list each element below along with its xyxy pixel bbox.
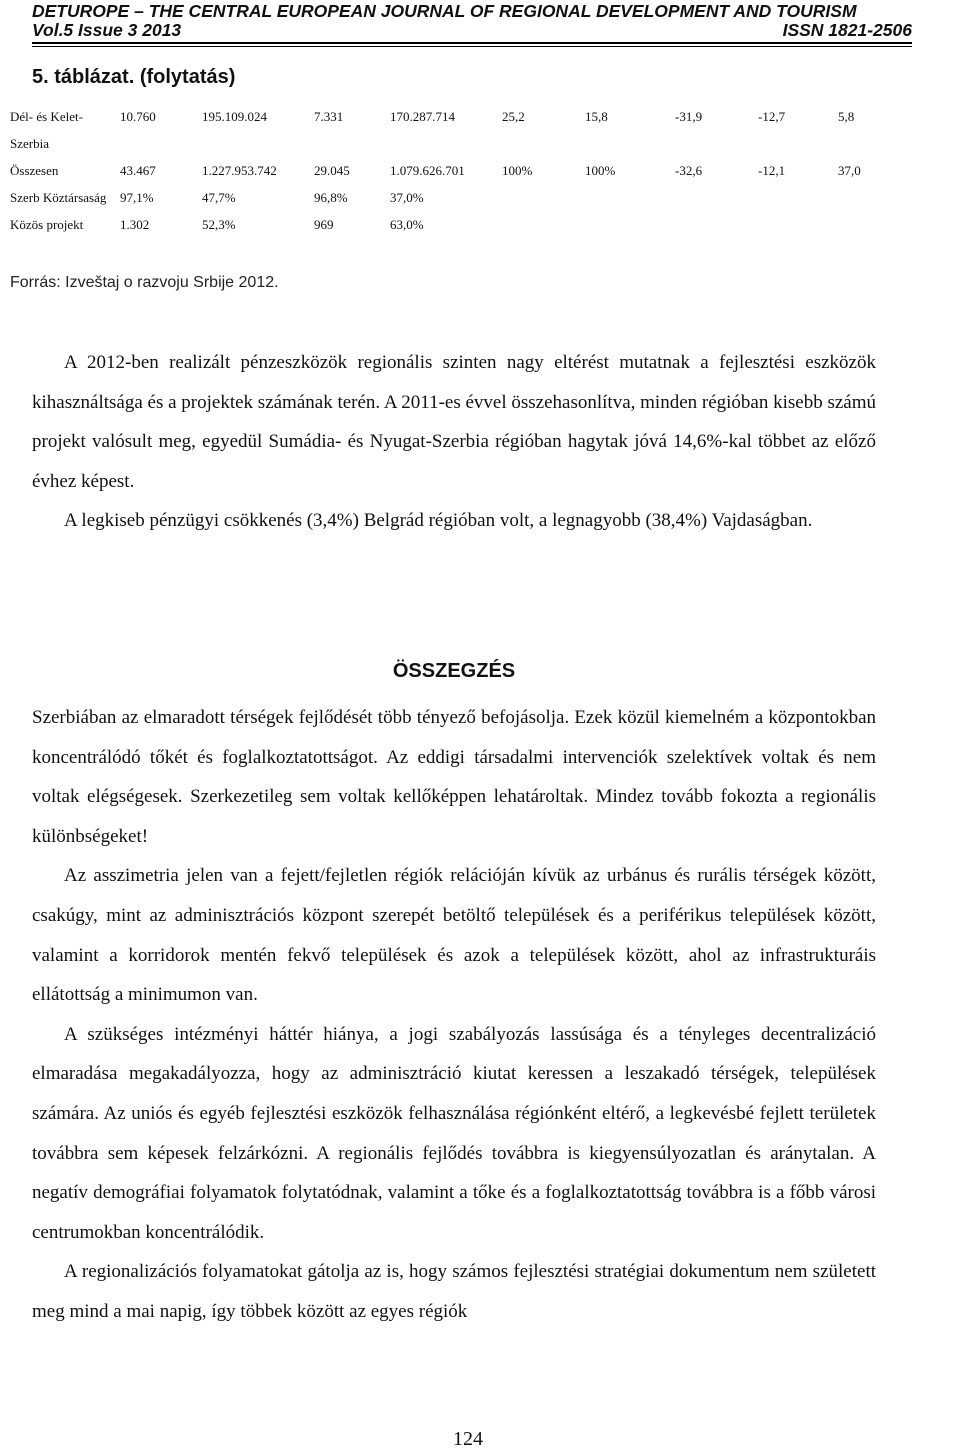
header-rule-thick <box>32 42 912 44</box>
journal-header <box>32 2 912 40</box>
table-cell: -12,1 <box>758 163 786 178</box>
table-cell: 1.227.953.742 <box>202 163 277 178</box>
table-row <box>4 157 904 184</box>
table-cell <box>579 184 669 211</box>
data-table <box>4 103 904 238</box>
table-cell <box>579 211 669 238</box>
table-cell <box>752 184 832 211</box>
results-text <box>32 343 876 541</box>
table-row <box>4 211 904 238</box>
table-cell: 195.109.024 <box>202 109 267 124</box>
page-number: 124 <box>453 1428 483 1450</box>
table-caption: 5. táblázat. (folytatás) <box>32 66 236 88</box>
table-cell: 25,2 <box>502 109 525 124</box>
section-title: ÖSSZEGZÉS <box>392 660 516 682</box>
table-cell: 37,0 <box>838 163 861 178</box>
table-cell: 1.302 <box>120 217 150 232</box>
table-cell <box>832 211 904 238</box>
table-cell: -12,7 <box>758 109 786 124</box>
table-row <box>4 103 904 157</box>
table-cell: 47,7% <box>202 190 236 205</box>
table-source: Forrás: Izveštaj o razvoju Srbije 2012. <box>10 274 279 291</box>
table-cell <box>669 211 752 238</box>
paragraph: A legkiseb pénzügyi csökkenés (3,4%) Belgrád régióban volt, a legnagyobb (38,4%) Vajdaságban. <box>64 510 813 532</box>
header-rule-thin <box>32 46 912 47</box>
table-row <box>4 184 904 211</box>
table-cell <box>496 211 579 238</box>
table-cell: 1.079.626.701 <box>390 163 465 178</box>
paragraph: A regionalizációs folyamatokat gátolja az is, hogy számos fejlesztési stratégiai dokumentum nem született meg mind a mai napig, így többek között az egyes régiók <box>32 1261 876 1322</box>
table-cell: 29.045 <box>314 163 350 178</box>
row-label: Dél- és Kelet-Szerbia <box>10 109 83 151</box>
table-cell: -32,6 <box>675 163 703 178</box>
table-cell: 96,8% <box>314 190 348 205</box>
table-cell: -31,9 <box>675 109 703 124</box>
table-cell: 170.287.714 <box>390 109 455 124</box>
table-cell <box>669 184 752 211</box>
journal-title: DETUROPE – THE CENTRAL EUROPEAN JOURNAL OF REGIONAL DEVELOPMENT AND TOURISM <box>32 1 857 21</box>
table-cell: 10.760 <box>120 109 156 124</box>
paragraph: Szerbiában az elmaradott térségek fejlődését több tényező befojásolja. Ezek közül kiemelném a központokban koncentrálódó tőkét és foglalkoztatottságot. Az eddigi társadalmi intervenciók szelektívek voltak és nem voltak elégségesek. Szerkezetileg sem voltak kellőképpen lehatároltak. Mindez tovább fokozta a regionális különbségeket! <box>32 707 876 847</box>
paragraph: A szükséges intézményi háttér hiánya, a jogi szabályozás lassúsága és a tényleges decentralizáció elmaradása megakadályozza, hogy az adminisztráció kiutat keressen a leszakadó térségek, települések számára. Az uniós és egyéb fejlesztési eszközök felhasználása régiónként eltérő, a legkevésbé fejlett területek továbbra sem képesek felzárkózni. A regionális fejlődés továbbra is kiegyensúlyozatlan és aránytalan. A negatív demográfiai folyamatok folytatódnak, valamint a tőke és a foglalkoztatottság továbbra is a főbb városi centrumokban koncentrálódik. <box>32 1023 876 1243</box>
table-cell <box>496 184 579 211</box>
row-label: Szerb Köztársaság <box>10 190 107 205</box>
table-cell: 52,3% <box>202 217 236 232</box>
table-cell: 15,8 <box>585 109 608 124</box>
table-cell: 43.467 <box>120 163 156 178</box>
journal-issn: ISSN 1821-2506 <box>782 20 912 40</box>
row-label: Összesen <box>10 163 59 178</box>
table-cell <box>752 211 832 238</box>
row-label: Közös projekt <box>10 217 84 232</box>
table-cell: 969 <box>314 217 334 232</box>
table-cell: 5,8 <box>838 109 855 124</box>
table-cell: 97,1% <box>120 190 154 205</box>
table-cell: 63,0% <box>390 217 424 232</box>
table-cell: 7.331 <box>314 109 344 124</box>
paragraph: A 2012-ben realizált pénzeszközök regionális szinten nagy eltérést mutatnak a fejlesztési eszközök kihasználtsága és a projektek számának terén. A 2011-es évvel összehasonlítva, minden régióban kisebb számú projekt valósult meg, egyedül Sumádia- és Nyugat-Szerbia régióban hagytak jóvá 14,6%-kal többet az előző évhez képest. <box>32 352 877 492</box>
paragraph: Az asszimetria jelen van a fejett/fejletlen régiók relációján kívük az urbánus és rurális térségek között, csakúgy, mint az adminisztrációs központ szerepét betöltő települések és a periférikus települések között, valamint a korridorok mentén fekvő települések és azok a települések között, ahol az infrastrukturáis ellátottság a minimumon van. <box>32 865 876 1006</box>
table-cell: 37,0% <box>390 190 424 205</box>
summary-text <box>32 698 876 1332</box>
table-cell <box>832 184 904 211</box>
table-cell: 100% <box>502 163 533 178</box>
journal-volume: Vol.5 Issue 3 2013 <box>32 20 182 40</box>
table-cell: 100% <box>585 163 616 178</box>
